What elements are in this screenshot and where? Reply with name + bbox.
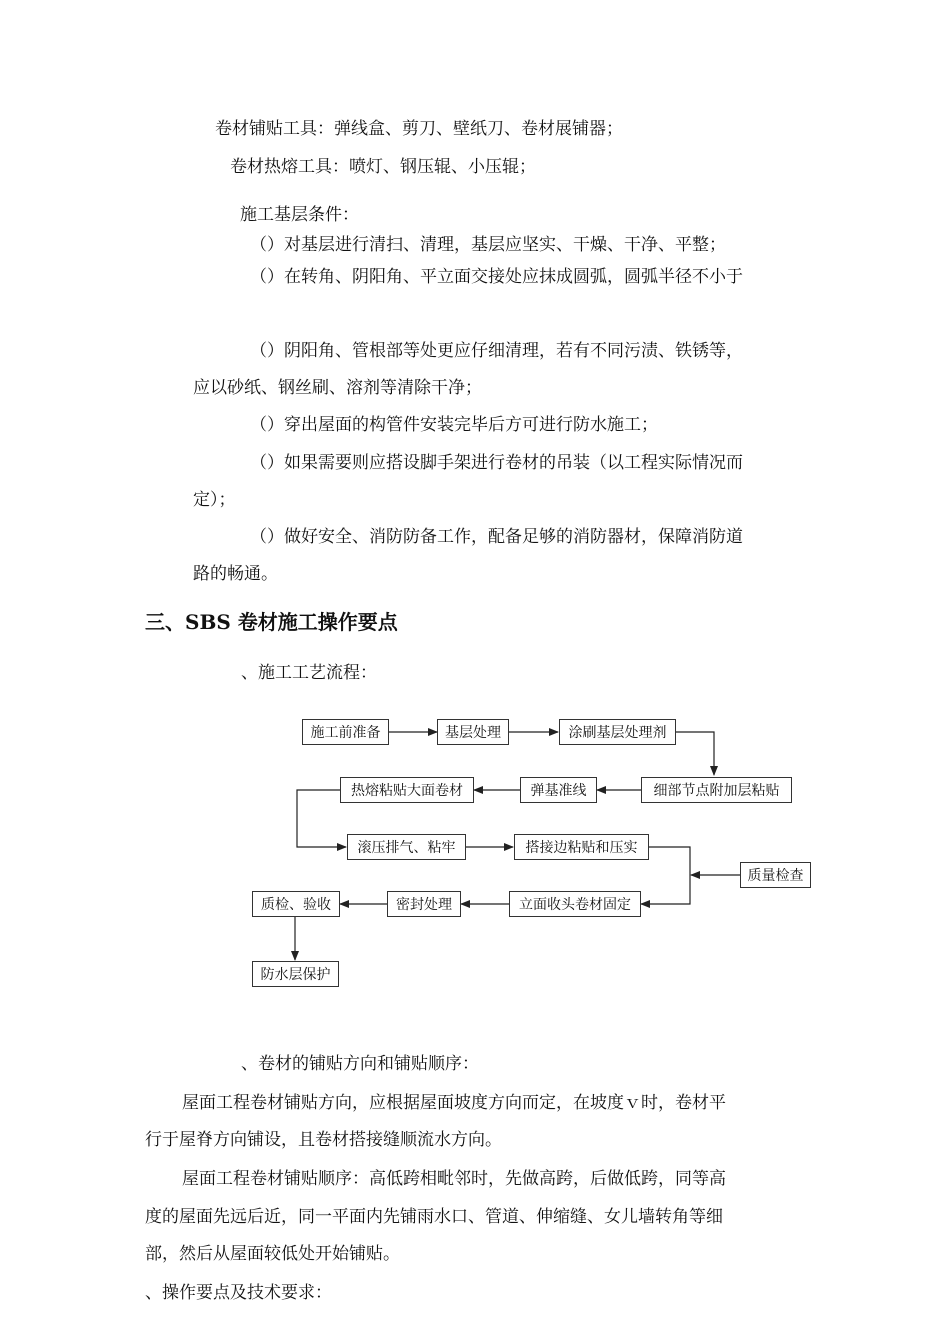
flow-step-quality-check: 质量检查 [740, 862, 811, 888]
base-item-5a: （）如果需要则应搭设脚手架进行卷材的吊装（以工程实际情况而 [250, 453, 743, 473]
flow-step-acceptance: 质检、验收 [252, 891, 340, 917]
base-conditions-title: 施工基层条件： [240, 205, 359, 225]
arrow-b3-b4 [676, 732, 714, 775]
flow-step-protection: 防水层保护 [252, 961, 339, 987]
base-item-4: （）穿出屋面的构管件安装完毕后方可进行防水施工； [250, 415, 658, 435]
flow-step-baseline: 弹基准线 [520, 777, 597, 803]
direction-p1a: 屋面工程卷材铺贴方向，应根据屋面坡度方向而定，在坡度ｖ时，卷材平 [182, 1093, 726, 1113]
flow-step-primer: 涂刷基层处理剂 [559, 719, 676, 745]
flow-step-detail-layer: 细部节点附加层粘贴 [641, 777, 792, 803]
direction-p2a: 屋面工程卷材铺贴顺序：高低跨相毗邻时，先做高跨，后做低跨，同等高 [182, 1169, 726, 1189]
base-item-3a: （）阴阳角、管根部等处更应仔细清理，若有不同污渍、铁锈等， [250, 341, 743, 361]
tools-line-1: 卷材铺贴工具：弹线盒、剪刀、壁纸刀、卷材展铺器； [215, 119, 623, 139]
base-item-1: （）对基层进行清扫、清理，基层应坚实、干燥、干净、平整； [250, 235, 726, 255]
flow-step-base-treatment: 基层处理 [437, 719, 509, 745]
arrow-b6-b7 [297, 790, 346, 847]
process-flow-title: 、施工工艺流程： [241, 663, 377, 683]
base-item-3b: 应以砂纸、钢丝刷、溶剂等清除干净； [193, 378, 482, 398]
direction-p2b: 度的屋面先远后近，同一平面内先铺雨水口、管道、伸缩缝、女儿墙转角等细 [145, 1207, 723, 1227]
flow-step-rolling: 滚压排气、粘牢 [347, 834, 466, 860]
section-3-heading: 三、SBS 卷材施工操作要点 [145, 610, 398, 634]
flow-step-edge-fixing: 立面收头卷材固定 [509, 891, 641, 917]
direction-p2c: 部，然后从屋面较低处开始铺贴。 [145, 1244, 400, 1264]
flow-step-lap-joint: 搭接边粘贴和压实 [514, 834, 649, 860]
flow-step-prep: 施工前准备 [302, 719, 389, 745]
base-item-2: （）在转角、阴阳角、平立面交接处应抹成圆弧，圆弧半径不小于 [250, 267, 743, 287]
base-item-6b: 路的畅通。 [193, 564, 278, 584]
flow-step-hot-melt: 热熔粘贴大面卷材 [340, 777, 474, 803]
flow-step-sealing: 密封处理 [387, 891, 461, 917]
tools-line-2: 卷材热熔工具：喷灯、钢压辊、小压辊； [230, 157, 536, 177]
base-item-5b: 定）； [193, 490, 236, 510]
base-item-6a: （）做好安全、消防防备工作，配备足够的消防器材，保障消防道 [250, 527, 743, 547]
direction-p1b: 行于屋脊方向铺设，且卷材搭接缝顺流水方向。 [145, 1130, 502, 1150]
key-points-title: 、操作要点及技术要求： [145, 1283, 332, 1303]
direction-title: 、卷材的铺贴方向和铺贴顺序： [241, 1054, 479, 1074]
